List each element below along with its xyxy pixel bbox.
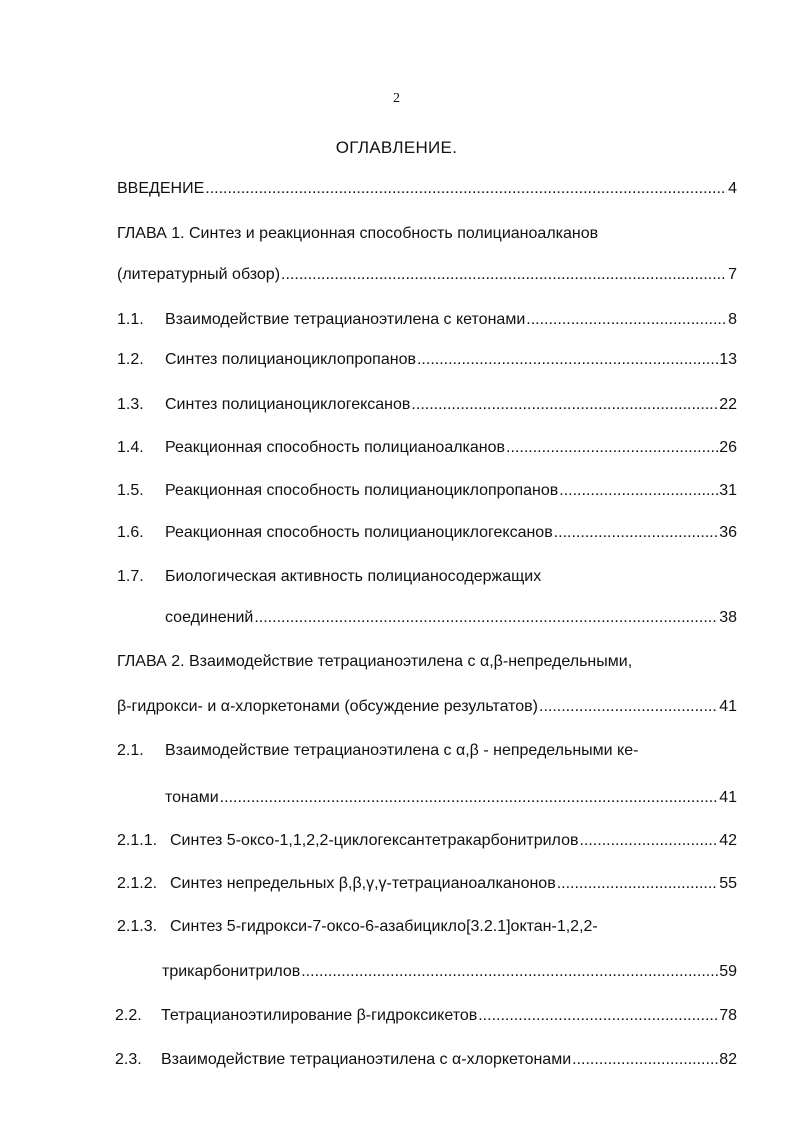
- toc-entry-page: 55: [719, 875, 737, 892]
- dot-leader: [557, 875, 719, 893]
- toc-entry-title: Взаимодействие тетрацианоэтилена с кетонами: [165, 311, 526, 328]
- toc-entry-page: 4: [728, 180, 737, 197]
- dot-leader: [554, 524, 719, 542]
- toc-entry: [117, 832, 737, 850]
- dot-leader: [220, 789, 718, 807]
- toc-entry-number: 1.1.: [117, 311, 144, 328]
- page-title: ОГЛАВЛЕНИЕ.: [335, 138, 458, 157]
- toc-entry-title: Реакционная способность полицианоалканов: [165, 439, 506, 456]
- toc-entry-number: 1.4.: [117, 439, 144, 456]
- toc-entry-page: 78: [719, 1007, 737, 1024]
- dot-leader: [506, 439, 718, 457]
- toc-entry-page: 7: [728, 266, 737, 283]
- toc-entry: [117, 351, 737, 369]
- toc-entry-number: 1.5.: [117, 482, 144, 499]
- dot-leader: [205, 180, 727, 198]
- dot-leader: [526, 311, 727, 329]
- toc-entry-page: 13: [719, 351, 737, 368]
- toc-entry-title: ГЛАВА 1. Синтез и реакционная способность полицианоалканов: [117, 225, 599, 242]
- dot-leader: [572, 1051, 718, 1069]
- toc-entry-title: Синтез полицианоциклогексанов: [165, 396, 411, 413]
- toc-entry: [117, 742, 737, 760]
- toc-entry: [117, 225, 737, 243]
- dot-leader: [539, 698, 718, 716]
- toc-entry-page: 38: [719, 609, 737, 626]
- toc-entry: [115, 1007, 737, 1025]
- toc-entry-title: Синтез 5-оксо-1,1,2,2-циклогексантетракарбонитрилов: [170, 832, 579, 849]
- toc-entry-title: Синтез непредельных β,β,γ,γ-тетрацианоалканонов: [170, 875, 556, 892]
- toc-entry-title: трикарбонитрилов: [162, 963, 301, 980]
- toc-entry-number: 2.1.2.: [117, 875, 158, 892]
- toc-entry: [117, 875, 737, 893]
- toc-entry-title: Взаимодействие тетрацианоэтилена с α-хлоркетонами: [161, 1051, 572, 1068]
- toc-entry-title: ГЛАВА 2. Взаимодействие тетрацианоэтилена с α,β-непредельными,: [117, 653, 633, 670]
- toc-entry-title: Синтез 5-гидрокси-7-оксо-6-азабицикло[3.2.1]октан-1,2,2-: [170, 918, 598, 935]
- toc-entry-title: Биологическая активность полицианосодержащих: [165, 568, 542, 585]
- toc-entry: [117, 568, 737, 586]
- toc-entry: [117, 653, 737, 671]
- toc-entry-number: 1.6.: [117, 524, 144, 541]
- dot-leader: [579, 832, 718, 850]
- dot-leader: [478, 1007, 718, 1025]
- page-number: 2: [393, 91, 400, 106]
- toc-entry: [117, 396, 737, 414]
- dot-leader: [301, 963, 718, 981]
- toc-entry: [117, 524, 737, 542]
- toc-entry-page: 22: [719, 396, 737, 413]
- toc-entry: [117, 698, 737, 716]
- toc-entry: [117, 180, 737, 198]
- dot-leader: [417, 351, 718, 369]
- toc-entry-page: 41: [719, 789, 737, 806]
- toc-entry: [117, 609, 737, 627]
- toc-entry-number: 2.2.: [115, 1007, 142, 1024]
- toc-entry: [117, 482, 737, 500]
- dot-leader: [411, 396, 718, 414]
- toc-entry-title: Синтез полицианоциклопропанов: [165, 351, 416, 368]
- toc-entry: [117, 311, 737, 329]
- toc-entry: [117, 439, 737, 457]
- toc-entry: [117, 918, 737, 936]
- toc-entry-number: 2.1.1.: [117, 832, 158, 849]
- toc-entry-number: 1.3.: [117, 396, 144, 413]
- toc-entry-number: 1.2.: [117, 351, 144, 368]
- toc-entry-page: 8: [728, 311, 737, 328]
- dot-leader: [281, 266, 727, 284]
- toc-entry-title: β-гидрокси- и α-хлоркетонами (обсуждение результатов): [117, 698, 538, 715]
- toc-entry-title: тонами: [165, 789, 219, 806]
- toc-entry-page: 42: [719, 832, 737, 849]
- toc-entry-page: 31: [719, 482, 737, 499]
- dot-leader: [254, 609, 718, 627]
- toc-entry-title: Реакционная способность полицианоциклогексанов: [165, 524, 553, 541]
- dot-leader: [559, 482, 718, 500]
- toc-entry-title: Реакционная способность полицианоциклопропанов: [165, 482, 559, 499]
- toc-entry-page: 82: [719, 1051, 737, 1068]
- toc-entry-page: 26: [719, 439, 737, 456]
- toc-entry-number: 2.1.3.: [117, 918, 158, 935]
- toc-entry-title: Тетрацианоэтилирование β-гидроксикетов: [161, 1007, 478, 1024]
- toc-entry-page: 36: [719, 524, 737, 541]
- toc-entry-title: соединений: [165, 609, 254, 626]
- toc-entry: [117, 963, 737, 981]
- toc-entry-number: 2.1.: [117, 742, 144, 759]
- toc-entry-title: (литературный обзор): [117, 266, 281, 283]
- toc-entry-page: 41: [719, 698, 737, 715]
- toc-entry: [117, 266, 737, 284]
- toc-entry: [115, 1051, 737, 1069]
- toc-entry-page: 59: [719, 963, 737, 980]
- toc-entry-title: Взаимодействие тетрацианоэтилена с α,β - непредельными ке-: [165, 742, 639, 759]
- toc-entry-number: 2.3.: [115, 1051, 142, 1068]
- toc-entry-number: 1.7.: [117, 568, 144, 585]
- toc-entry-title: ВВЕДЕНИЕ: [117, 180, 205, 197]
- toc-entry: [117, 789, 737, 807]
